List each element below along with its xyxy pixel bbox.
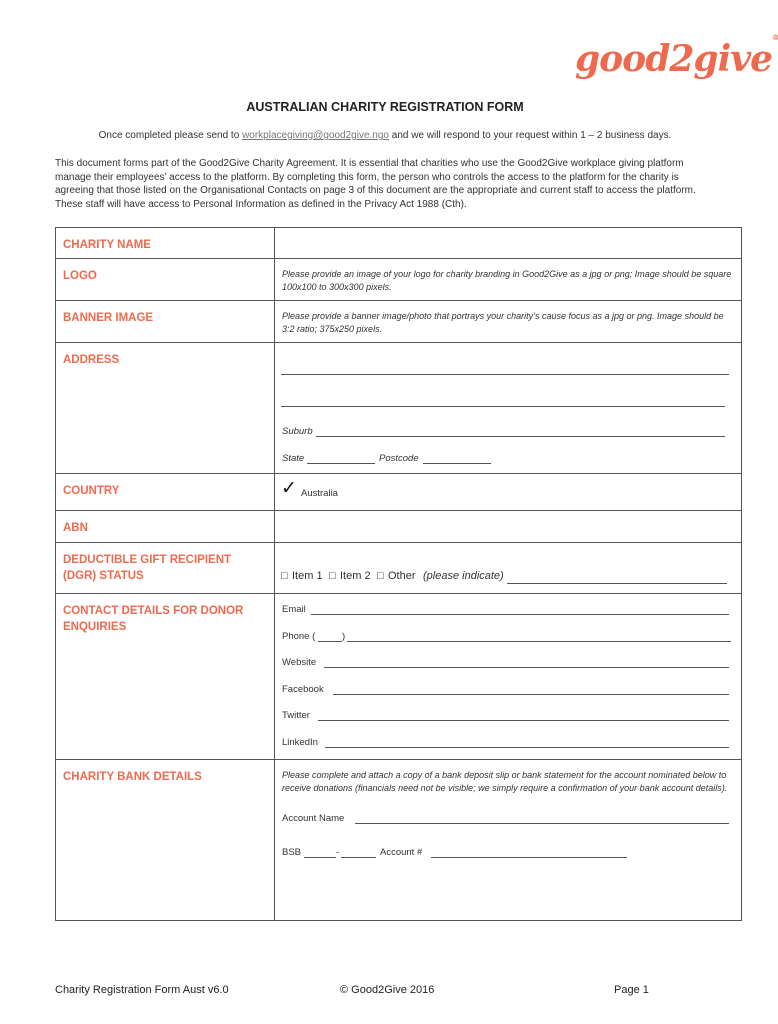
row-abn [56,511,742,543]
address-label: ADDRESS [63,354,120,366]
row-banner [56,301,742,343]
logo-note: Please provide an image of your logo for charity branding in Good2Give as a jpg or png; Image should be square 100x100 to 300x300 pixels. [282,269,732,292]
charity-name-label: CHARITY NAME [63,239,151,251]
row-contact [56,594,742,760]
bsb-input-1[interactable] [304,857,336,858]
bank-note: Please complete and attach a copy of a bank deposit slip or bank statement for the account nominated below to receive donations (financials need not be visible; we simply require a confirmation of your bank account details). [282,770,728,793]
email-label: Email [282,604,306,615]
state-input[interactable] [307,463,375,464]
bsb-dash: - [336,847,340,858]
linkedin-label: LinkedIn [282,737,318,748]
registration-form-table [55,227,742,921]
row-country [56,474,742,511]
phone-close: ) [342,631,346,642]
intro-paragraph: This document forms part of the Good2Give Charity Agreement. It is essential that charities who use the Good2Give workplace giving platform manage their employees’ access to the platform. By completing this form, the person who controls the access to the platform for the charity is agreeing that those listed on the Organisational Contacts on page 3 of this document are the appropriate and current staff to access the platform. These staff will have access to Personal Information as defined in the Privacy Act 1988 (Cth). [55,158,696,210]
dgr-other-hint: (please indicate) [423,570,504,582]
banner-note: Please provide a banner image/photo that portrays your charity’s cause focus as a jpg or png. Image should be 3:2 ratio; 375x250 pixels. [282,311,724,334]
suburb-label: Suburb [282,426,313,437]
footer-copyright: © Good2Give 2016 [340,984,435,996]
country-value: Australia [301,488,338,499]
dgr-other-label: Other [388,570,416,582]
country-label: COUNTRY [63,485,120,497]
account-name-input[interactable] [355,823,729,824]
account-name-label: Account Name [282,813,345,824]
postcode-input[interactable] [423,463,491,464]
row-bank [56,760,742,921]
email-link[interactable]: workplacegiving@good2give.ngo [242,130,389,141]
dgr-item1-checkbox[interactable]: □ [281,570,288,582]
website-input[interactable] [324,667,729,668]
dgr-label: DEDUCTIBLE GIFT RECIPIENT (DGR) STATUS [63,554,232,582]
bsb-label: BSB [282,847,302,858]
send-instructions: Once completed please send to workplacegiving@good2give.ngo and we will respond to your request within 1 – 2 business days. [98,130,672,141]
facebook-input[interactable] [333,694,729,695]
contact-label: CONTACT DETAILS FOR DONOR ENQUIRIES [63,605,244,633]
account-number-input[interactable] [431,857,627,858]
account-number-label: Account # [380,847,423,858]
dgr-other-input[interactable] [507,583,727,584]
dgr-other-checkbox[interactable]: □ [377,570,384,582]
dgr-item2-label: Item 2 [340,570,371,582]
row-dgr [56,543,742,594]
phone-label: Phone ( [282,631,316,642]
twitter-label: Twitter [282,710,310,721]
form-title: AUSTRALIAN CHARITY REGISTRATION FORM [246,100,524,114]
phone-area-input[interactable] [318,641,342,642]
address-line-2[interactable] [281,406,725,407]
logo-label: LOGO [63,270,97,282]
facebook-label: Facebook [282,684,324,695]
website-label: Website [282,657,317,668]
charity-name-field[interactable] [275,228,742,259]
twitter-input[interactable] [318,720,729,721]
suburb-input[interactable] [316,436,725,437]
postcode-label: Postcode [379,453,419,464]
bsb-input-2[interactable] [341,857,376,858]
checkmark-icon[interactable]: ✓ [281,478,297,499]
abn-label: ABN [63,522,88,534]
linkedin-input[interactable] [325,747,729,748]
good2give-logo: good2give® [575,33,778,80]
row-logo [56,259,742,301]
dgr-item2-checkbox[interactable]: □ [329,570,336,582]
bank-label: CHARITY BANK DETAILS [63,771,202,783]
abn-field[interactable] [275,511,742,543]
footer-page-number: Page 1 [614,984,649,996]
dgr-item1-label: Item 1 [292,570,323,582]
address-line-1[interactable] [281,374,729,375]
row-charity-name [56,228,742,259]
banner-label: BANNER IMAGE [63,312,154,324]
state-label: State [282,453,305,464]
row-address [56,343,742,474]
phone-input[interactable] [347,641,731,642]
email-input[interactable] [311,614,729,615]
footer-version: Charity Registration Form Aust v6.0 [55,984,229,996]
